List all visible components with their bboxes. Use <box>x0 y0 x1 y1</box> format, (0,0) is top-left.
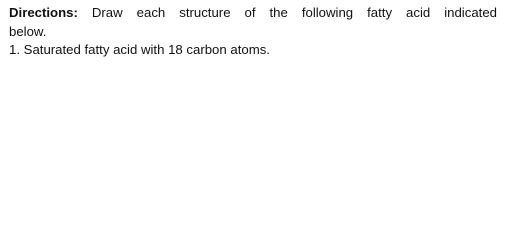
directions-text: Draw each structure of the following fatty acid indicated <box>91 5 498 20</box>
directions-text-continued: below. <box>9 23 47 39</box>
directions-line <box>9 4 497 23</box>
directions-label: Directions: <box>9 5 78 20</box>
question-item-1: 1. Saturated fatty acid with 18 carbon atoms. <box>9 42 270 57</box>
document-body <box>9 4 497 60</box>
